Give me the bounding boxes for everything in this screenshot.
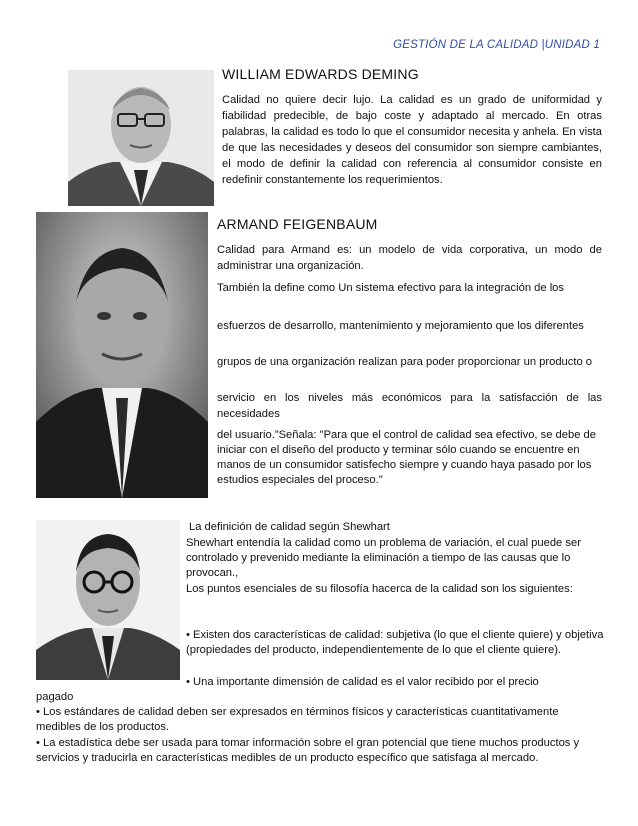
feigenbaum-name: ARMAND FEIGENBAUM <box>217 216 378 232</box>
feigenbaum-p4: grupos de una organización realizan para poder proporcionar un producto o <box>217 356 593 368</box>
feigenbaum-p6: del usuario.”Señala: "Para que el control de calidad sea efectivo, se debe de iniciar con el diseño del producto y terminar sólo cuando se encuentre en manos de un consumidor satisfecho siempre y cuando haya pasado por los estudios especiales del proceso." <box>217 429 596 486</box>
deming-name: WILLIAM EDWARDS DEMING <box>222 66 419 82</box>
shewhart-bullet-2: • Una importante dimensión de calidad es el valor recibido por el precio <box>186 676 539 688</box>
shewhart-p1: Shewhart entendía la calidad como un problema de variación, el cual puede ser controlado y prevenido mediante la eliminación a tiempo de las causas que lo provocan., <box>186 537 581 580</box>
shewhart-photo <box>36 520 180 680</box>
shewhart-bullet-2-cont: pagado <box>36 691 74 703</box>
deming-photo <box>68 70 214 206</box>
feigenbaum-p3: esfuerzos de desarrollo, mantenimiento y mejoramiento que los diferentes <box>217 320 584 332</box>
shewhart-title: La definición de calidad según Shewhart <box>189 521 390 533</box>
feigenbaum-p1: Calidad para Armand es: un modelo de vida corporativa, un modo de administrar una organización. <box>217 244 602 272</box>
feigenbaum-p2: También la define como Un sistema efectivo para la integración de los <box>217 282 564 294</box>
shewhart-bullet-4: • La estadística debe ser usada para tomar información sobre el gran potencial que tiene muchos productos y servicios y traducirla en características medibles de un producto específico que satisfaga al mercado. <box>36 737 580 765</box>
shewhart-bullet-1: • Existen dos características de calidad: subjetiva (lo que el cliente quiere) y objetiva (propiedades del producto, independientemente de lo que el cliente quiere). <box>186 629 604 657</box>
feigenbaum-p5: servicio en los niveles más económicos para la satisfacción de las necesidades <box>217 392 602 420</box>
deming-text: Calidad no quiere decir lujo. La calidad es un grado de uniformidad y fiabilidad predecible, de bajo coste y adaptado al mercado. En otras palabras, la calidad es todo lo que el consumidor necesita y anhela. En vista de que las necesidades y deseos del consumidor son siempre cambiantes, el modo de definir la calidad con referencia al consumidor consiste en redefinir constantemente los requerimientos. <box>222 94 602 186</box>
shewhart-bullet-3: • Los estándares de calidad deben ser expresados en términos físicos y características cuantitativamente medibles de los productos. <box>36 706 559 734</box>
shewhart-p2: Los puntos esenciales de su filosofía hacerca de la calidad son los siguientes: <box>186 583 573 595</box>
feigenbaum-photo <box>36 212 208 498</box>
page-header: GESTIÓN DE LA CALIDAD |UNIDAD 1 <box>393 39 600 51</box>
